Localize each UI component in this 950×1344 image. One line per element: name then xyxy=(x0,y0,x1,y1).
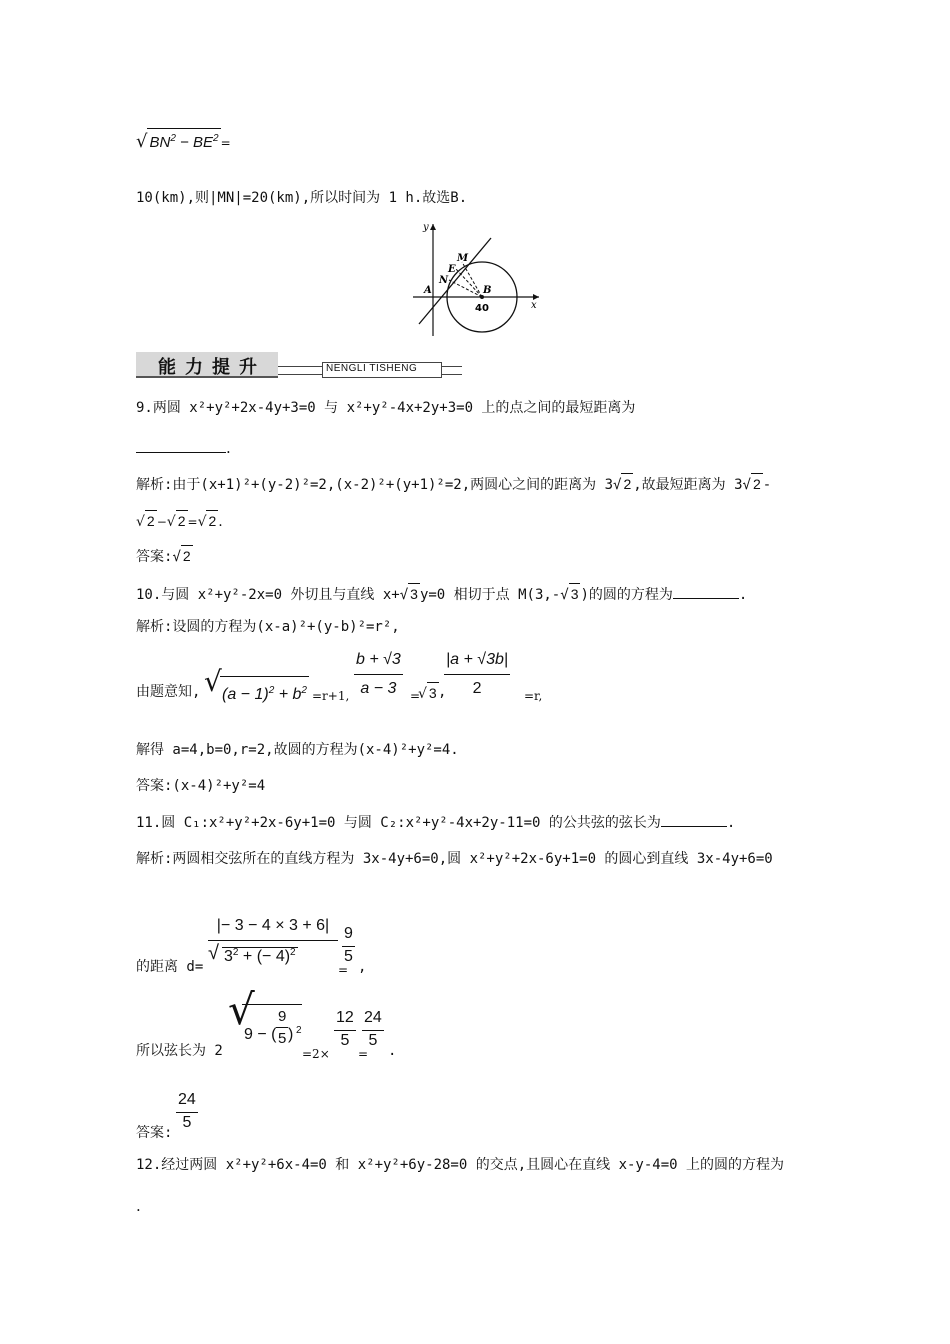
q11-answer-num: 24 xyxy=(176,1090,198,1113)
q10-cond-eq: = xyxy=(410,689,421,703)
q10-text-a: 10.与圆 x²+y²-2x=0 外切且与直线 x+ xyxy=(136,587,400,603)
q9-sqrt-2: √ 2 xyxy=(743,473,763,495)
q9-analysis-line2: √ 2 −√ 2 =√ 2 . xyxy=(136,510,223,532)
q11-chord-f1-num: 12 xyxy=(334,1008,356,1031)
q9-rad-5: 2 xyxy=(206,510,218,531)
q10-solve: 解得 a=4,b=0,r=2,故圆的方程为(x-4)²+y²=4. xyxy=(136,742,459,758)
q9-analysis-text: 解析:由于(x+1)²+(y-2)²=2,(x-2)²+(y+1)²=2,两圆心之间的距离为 3 xyxy=(136,477,614,493)
section-title: 能 力 提 升 xyxy=(158,357,260,377)
q10-cond-r1: =r+1, xyxy=(312,689,350,703)
q10-rad-2: 3 xyxy=(569,583,581,604)
q10-sqrt-1: √ 3 xyxy=(400,583,420,605)
q9-end: . xyxy=(226,439,231,457)
q10-answer-blank xyxy=(673,598,739,599)
q10-frac-1 xyxy=(354,650,403,699)
q11-chord-sqrt-sign: √ xyxy=(228,985,255,1034)
fig-label-b: B xyxy=(483,285,492,296)
q11-chord-f1-den: 5 xyxy=(340,1032,350,1049)
q9-sqrt-4: √ 2 xyxy=(167,510,188,532)
q10-end: . xyxy=(738,587,748,603)
fig-label-a: A xyxy=(424,285,432,296)
q11-dist-value-den: 5 xyxy=(344,948,353,965)
q9-sqrt-3: √ 2 xyxy=(136,510,157,532)
q11-dist-value-num: 9 xyxy=(342,924,355,947)
q11-text xyxy=(136,813,735,833)
q10-big-sqrt-radicand: $(a - 1)^2 + b^2$ xyxy=(220,676,309,705)
q10-frac1-den: a − 3 xyxy=(360,680,397,697)
q11-answer-label: 答案: xyxy=(136,1125,173,1141)
circle-figure xyxy=(405,218,545,338)
q11-chord-frac-1 xyxy=(334,1008,356,1051)
q10-analysis: 解析:设圆的方程为(x-a)²+(y-b)²=r², xyxy=(136,619,400,635)
q10-frac1-num: b + √3 xyxy=(354,650,403,675)
q10-cond-r: =r, xyxy=(524,689,543,703)
q10-sqrt-2: √ 3 xyxy=(560,583,580,605)
q9-text: 9.两圆 x²+y²+2x-4y+3=0 与 x²+y²-4x+2y+3=0 上的点之间的最短距离为 xyxy=(136,400,636,416)
q9-answer-rad: 2 xyxy=(181,545,193,566)
q11-dist-den: √ $3^2$ + (− 4)$^2$ xyxy=(208,942,296,965)
q9-sqrt-1: √ 2 xyxy=(613,473,633,495)
q10-rad-1: 3 xyxy=(408,583,420,604)
q9-analysis-mid: ,故最短距离为 3 xyxy=(633,477,743,493)
q10-text-c: )的圆的方程为 xyxy=(580,587,673,603)
q9-rad-4: 2 xyxy=(176,510,188,531)
sqrt-expression-line xyxy=(136,128,231,153)
q11-chord-label: 所以弦长为 2 xyxy=(136,1043,223,1059)
q10-cond-label: 由题意知, xyxy=(136,684,201,700)
q10-big-sqrt-sign: √ xyxy=(204,665,222,698)
km-line: 10(km),则|MN|=20(km),所以时间为 1 h.故选B. xyxy=(136,190,468,206)
q11-chord-eq: = xyxy=(358,1047,369,1061)
expr-bn: BN xyxy=(149,134,171,151)
q9-answer-label: 答案: xyxy=(136,549,173,565)
q11-answer-frac xyxy=(176,1090,198,1133)
q10-text-b: y=0 相切于点 M(3,- xyxy=(419,587,561,603)
section-header xyxy=(136,352,462,378)
fig-label-40: 40 xyxy=(475,303,489,314)
q10-answer: 答案:(x-4)²+y²=4 xyxy=(136,778,266,794)
q9-rad-2: 2 xyxy=(751,473,763,494)
q9-analysis xyxy=(136,473,771,495)
q10-sqrt-3: √ 3 xyxy=(418,682,439,704)
q10-frac2-num: |a + √3b| xyxy=(444,650,510,675)
q11-chord-end: . xyxy=(388,1043,397,1059)
q11-dist-end: , xyxy=(358,959,367,975)
q11-dist-label: 的距离 d= xyxy=(136,959,204,975)
sqrt-tail: = xyxy=(220,136,231,150)
q12-text: 12.经过两圆 x²+y²+6x-4=0 和 x²+y²+6y-28=0 的交点,且圆心在直线 x-y-4=0 上的圆的方程为 xyxy=(136,1157,785,1173)
q9-answer-blank xyxy=(136,452,226,453)
fig-label-e: E xyxy=(448,264,456,275)
q9-answer-sqrt: √ 2 xyxy=(172,545,192,567)
fig-label-x: x xyxy=(531,300,537,311)
q10-frac-2 xyxy=(444,650,510,699)
q9-blank-line xyxy=(136,438,231,458)
q11-dist-num: |− 3 − 4 × 3 + 6| xyxy=(208,916,338,941)
q11-chord-times: =2× xyxy=(302,1047,330,1061)
q11-chord-radicand: 9 − ( 9 5 ) 2 xyxy=(242,1004,302,1053)
q11-answer-blank xyxy=(661,826,727,827)
sqrt-bn-be: √ $BN^2 - BE^2$ xyxy=(136,128,221,153)
expr-be: BE xyxy=(193,134,214,151)
q11-text-body: 11.圆 C₁:x²+y²+2x-6y+1=0 与圆 C₂:x²+y²-4x+2y-11=0 的公共弦的弦长为 xyxy=(136,815,661,831)
q12-end: . xyxy=(136,1197,141,1215)
q10-frac2-den: 2 xyxy=(472,680,482,697)
section-subtitle: NENGLI TISHENG xyxy=(326,363,418,374)
q9-rad-1: 2 xyxy=(621,473,633,494)
q11-chord-f2-den: 5 xyxy=(368,1032,378,1049)
q9-line2-end: . xyxy=(218,514,223,530)
q11-dist-frac xyxy=(208,916,338,967)
q11-end: . xyxy=(726,815,736,831)
fig-label-n: N xyxy=(439,275,449,286)
q9-answer xyxy=(136,545,193,567)
q11-analysis: 解析:两圆相交弦所在的直线方程为 3x-4y+6=0,圆 x²+y²+2x-6y+1=0 的圆心到直线 3x-4y+6=0 xyxy=(136,851,773,867)
fig-label-y: y xyxy=(423,222,429,233)
q9-sqrt-5: √ 2 xyxy=(198,510,219,532)
q11-answer-den: 5 xyxy=(182,1114,192,1131)
q11-chord-frac-2 xyxy=(362,1008,384,1051)
q9-rad-3: 2 xyxy=(145,510,157,531)
fig-label-m: M xyxy=(457,253,469,264)
q9-analysis-end: - xyxy=(762,477,772,493)
q11-chord-f2-num: 24 xyxy=(362,1008,384,1031)
q10-rad-3: 3 xyxy=(427,682,439,703)
q10-text xyxy=(136,583,747,605)
